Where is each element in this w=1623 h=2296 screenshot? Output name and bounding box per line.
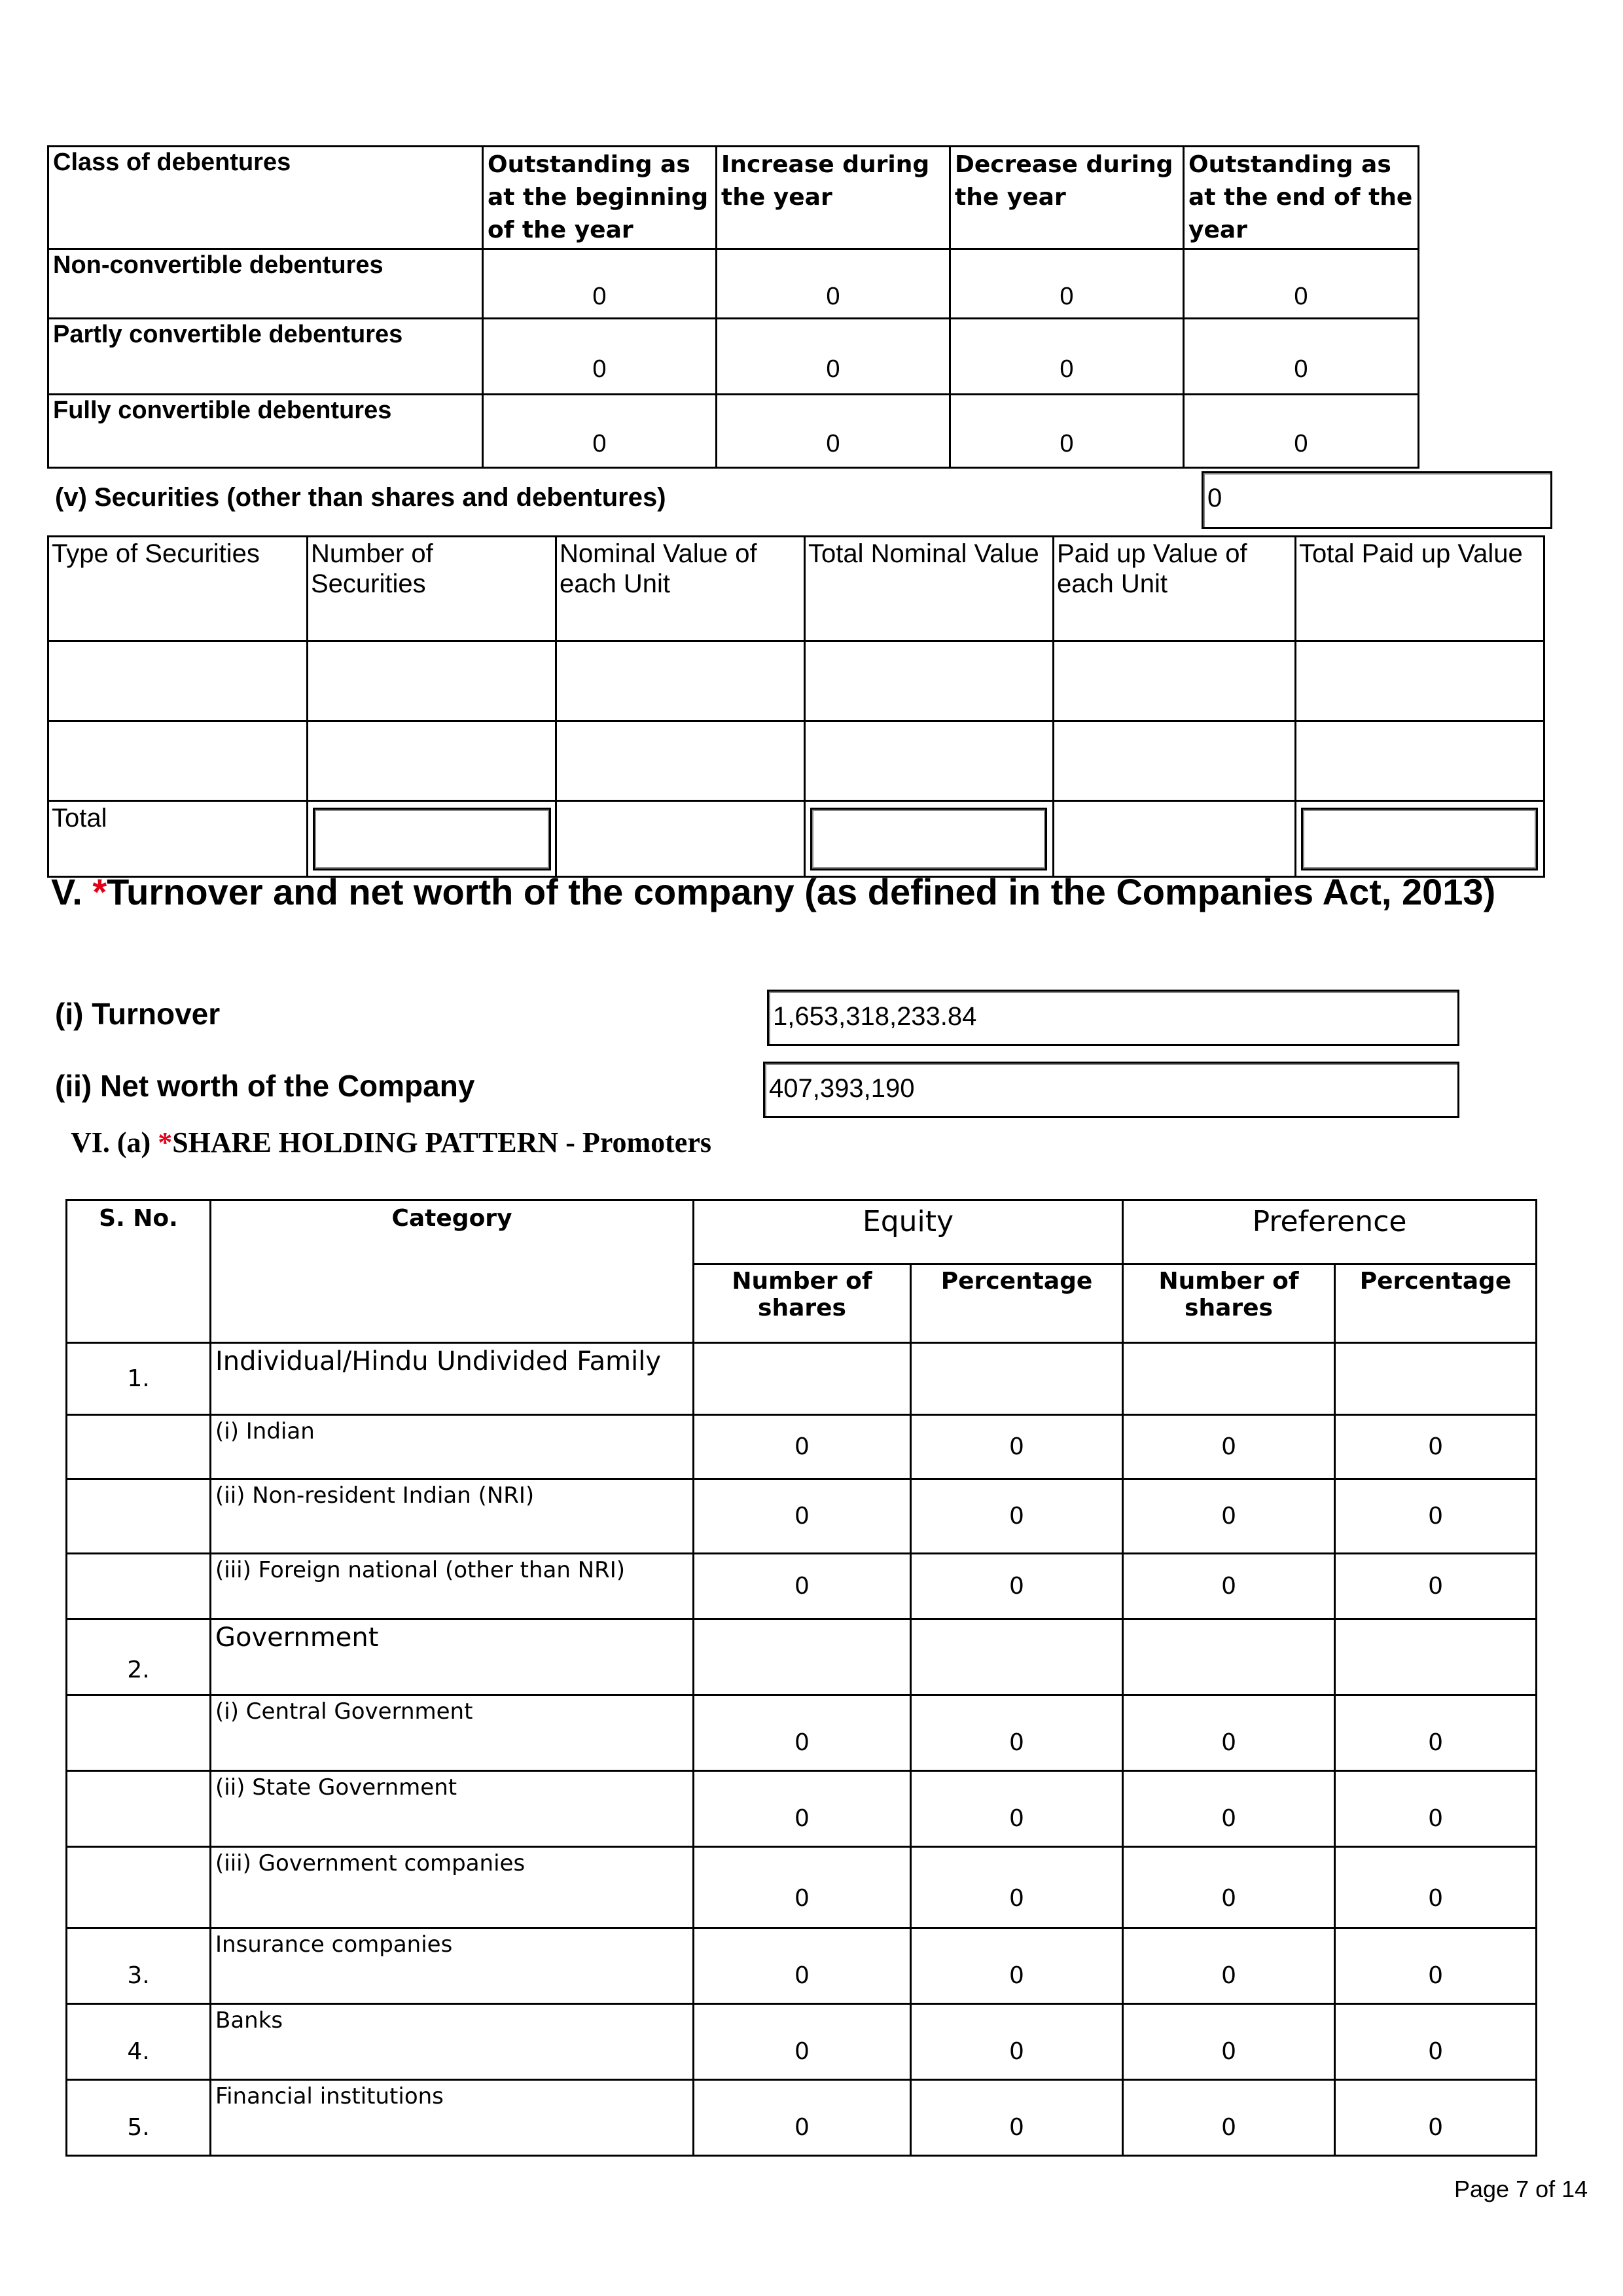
cell-value[interactable]: 0 [950,395,1184,468]
section-v-title-text: Turnover and net worth of the company (as defined in the Companies Act, 2013) [107,871,1496,912]
cell-value [911,1343,1123,1415]
cell-value[interactable]: 0 [717,395,950,468]
col-header-paidup-unit: Paid up Value of each Unit [1054,537,1296,641]
cell-value[interactable]: 0 [483,319,717,395]
cell-value[interactable]: 0 [1335,1928,1537,2004]
table-row [67,2004,1537,2080]
cell-value [1335,1619,1537,1695]
row-label: Non-convertible debentures [48,249,483,319]
col-header-category: Category [211,1200,694,1343]
row-sno: 3. [67,1928,211,2004]
cell-value[interactable]: 0 [1335,2004,1537,2080]
cell-value[interactable]: 0 [694,2080,911,2156]
cell-value[interactable]: 0 [950,249,1184,319]
cell-value[interactable]: 0 [1335,2080,1537,2156]
row-category: (iii) Foreign national (other than NRI) [211,1554,694,1619]
col-header-decrease: Decrease during the year [950,147,1184,249]
cell-value[interactable]: 0 [911,1479,1123,1554]
section-vi-prefix: VI. (a) [71,1126,158,1158]
cell-value[interactable]: 0 [1184,395,1419,468]
shareholding-table [65,1199,1537,2157]
col-header-total-nominal: Total Nominal Value [805,537,1054,641]
cell-value[interactable]: 0 [1123,1847,1335,1928]
cell-value[interactable]: 0 [694,1415,911,1479]
empty-cell[interactable] [1054,721,1296,801]
empty-cell[interactable] [1054,641,1296,721]
securities-title: (v) Securities (other than shares and debentures) [55,483,666,512]
table-row [67,1771,1537,1847]
cell-value[interactable]: 0 [694,1928,911,2004]
securities-count-field[interactable]: 0 [1202,471,1552,529]
cell-value[interactable]: 0 [911,1554,1123,1619]
col-header-nominal-unit: Nominal Value of each Unit [556,537,805,641]
cell-value [1335,1343,1537,1415]
row-category: (i) Central Government [211,1695,694,1771]
table-row [67,1554,1537,1619]
cell-value[interactable]: 0 [911,1771,1123,1847]
turnover-field[interactable]: 1,653,318,233.84 [767,990,1459,1046]
cell-value[interactable]: 0 [1123,1771,1335,1847]
empty-cell[interactable] [48,641,308,721]
total-paidup-input[interactable] [1301,808,1538,870]
cell-value[interactable]: 0 [911,1847,1123,1928]
row-category: Individual/Hindu Undivided Family [211,1343,694,1415]
cell-value [694,1343,911,1415]
row-sno [67,1847,211,1928]
cell-value [1123,1343,1335,1415]
cell-value[interactable]: 0 [911,1695,1123,1771]
section-vi-suffix: - Promoters [558,1126,711,1158]
row-sno: 5. [67,2080,211,2156]
empty-cell[interactable] [556,721,805,801]
cell-value[interactable]: 0 [1184,249,1419,319]
col-header-pref-shares: Number of shares [1123,1265,1335,1343]
section-v-title [51,870,1495,913]
col-header-preference: Preference [1123,1200,1537,1265]
cell-value[interactable]: 0 [911,2004,1123,2080]
cell-value[interactable]: 0 [717,249,950,319]
table-row [48,641,1544,721]
cell-value[interactable]: 0 [717,319,950,395]
row-category: Government [211,1619,694,1695]
cell-value[interactable]: 0 [911,1415,1123,1479]
row-sno: 1. [67,1343,211,1415]
cell-value[interactable]: 0 [1123,1928,1335,2004]
cell-value[interactable]: 0 [694,1479,911,1554]
table-row [67,1619,1537,1695]
empty-cell [556,801,805,877]
row-label: Partly convertible debentures [48,319,483,395]
cell-value[interactable]: 0 [1184,319,1419,395]
cell-value[interactable]: 0 [694,2004,911,2080]
section-vi-title [71,1126,711,1159]
row-sno [67,1771,211,1847]
col-header-pref-percentage: Percentage [1335,1265,1537,1343]
col-header-type: Type of Securities [48,537,308,641]
cell-value[interactable]: 0 [694,1554,911,1619]
row-sno [67,1479,211,1554]
cell-value [911,1619,1123,1695]
cell-value[interactable]: 0 [694,1695,911,1771]
empty-cell[interactable] [48,721,308,801]
empty-cell[interactable] [805,641,1054,721]
table-row [67,1343,1537,1415]
row-label: Fully convertible debentures [48,395,483,468]
cell-value[interactable]: 0 [483,249,717,319]
required-asterisk: * [92,871,107,912]
table-row [67,1695,1537,1771]
row-category: Insurance companies [211,1928,694,2004]
cell-value[interactable]: 0 [1335,1695,1537,1771]
turnover-label: (i) Turnover [55,997,221,1031]
cell-value[interactable]: 0 [694,1847,911,1928]
cell-value[interactable]: 0 [1335,1771,1537,1847]
cell-value[interactable]: 0 [483,395,717,468]
cell-value[interactable]: 0 [1335,1415,1537,1479]
col-header-beginning: Outstanding as at the beginning of the year [483,147,717,249]
col-header-equity-shares: Number of shares [694,1265,911,1343]
row-category: (ii) State Government [211,1771,694,1847]
table-row [48,721,1544,801]
table-row [67,1847,1537,1928]
row-sno: 4. [67,2004,211,2080]
empty-cell[interactable] [1296,641,1544,721]
empty-cell[interactable] [805,721,1054,801]
table-row [48,249,1419,319]
cell-value[interactable]: 0 [694,1771,911,1847]
required-asterisk: * [158,1126,173,1158]
cell-value[interactable]: 0 [1123,1695,1335,1771]
cell-value[interactable]: 0 [1335,1554,1537,1619]
empty-cell [1054,801,1296,877]
table-row [67,1415,1537,1479]
row-category: (iii) Government companies [211,1847,694,1928]
networth-field[interactable]: 407,393,190 [763,1062,1459,1118]
row-sno: 2. [67,1619,211,1695]
row-category: (i) Indian [211,1415,694,1479]
total-nominal-input[interactable] [810,808,1047,870]
cell-value[interactable]: 0 [1335,1847,1537,1928]
cell-value[interactable]: 0 [1123,2080,1335,2156]
debentures-table [47,145,1419,469]
row-sno [67,1554,211,1619]
col-header-class: Class of debentures [48,147,483,249]
table-row [48,319,1419,395]
col-header-increase: Increase during the year [717,147,950,249]
cell-value [1123,1619,1335,1695]
cell-value[interactable]: 0 [950,319,1184,395]
cell-value[interactable]: 0 [1123,1479,1335,1554]
total-number-input[interactable] [313,808,551,870]
row-category: (ii) Non-resident Indian (NRI) [211,1479,694,1554]
cell-value[interactable]: 0 [1123,1554,1335,1619]
section-vi-caps: SHARE HOLDING PATTERN [172,1126,559,1158]
table-row [67,2080,1537,2156]
row-sno [67,1695,211,1771]
networth-label: (ii) Net worth of the Company [55,1069,475,1103]
cell-value[interactable]: 0 [1335,1479,1537,1554]
total-label: Total [48,801,308,877]
col-header-equity: Equity [694,1200,1123,1265]
row-category: Banks [211,2004,694,2080]
empty-cell[interactable] [308,721,556,801]
table-row [48,395,1419,468]
section-v-prefix: V. [51,871,93,912]
cell-value[interactable]: 0 [1123,2004,1335,2080]
cell-value [694,1619,911,1695]
cell-value[interactable]: 0 [911,2080,1123,2156]
col-header-number: Number of Securities [308,537,556,641]
row-category: Financial institutions [211,2080,694,2156]
row-sno [67,1415,211,1479]
empty-cell[interactable] [556,641,805,721]
cell-value[interactable]: 0 [911,1928,1123,2004]
col-header-sno: S. No. [67,1200,211,1343]
empty-cell[interactable] [1296,721,1544,801]
col-header-total-paidup: Total Paid up Value [1296,537,1544,641]
table-row [67,1479,1537,1554]
table-row [67,1928,1537,2004]
page-number: Page 7 of 14 [1454,2176,1588,2202]
empty-cell[interactable] [308,641,556,721]
cell-value[interactable]: 0 [1123,1415,1335,1479]
col-header-end: Outstanding as at the end of the year [1184,147,1419,249]
col-header-equity-percentage: Percentage [911,1265,1123,1343]
